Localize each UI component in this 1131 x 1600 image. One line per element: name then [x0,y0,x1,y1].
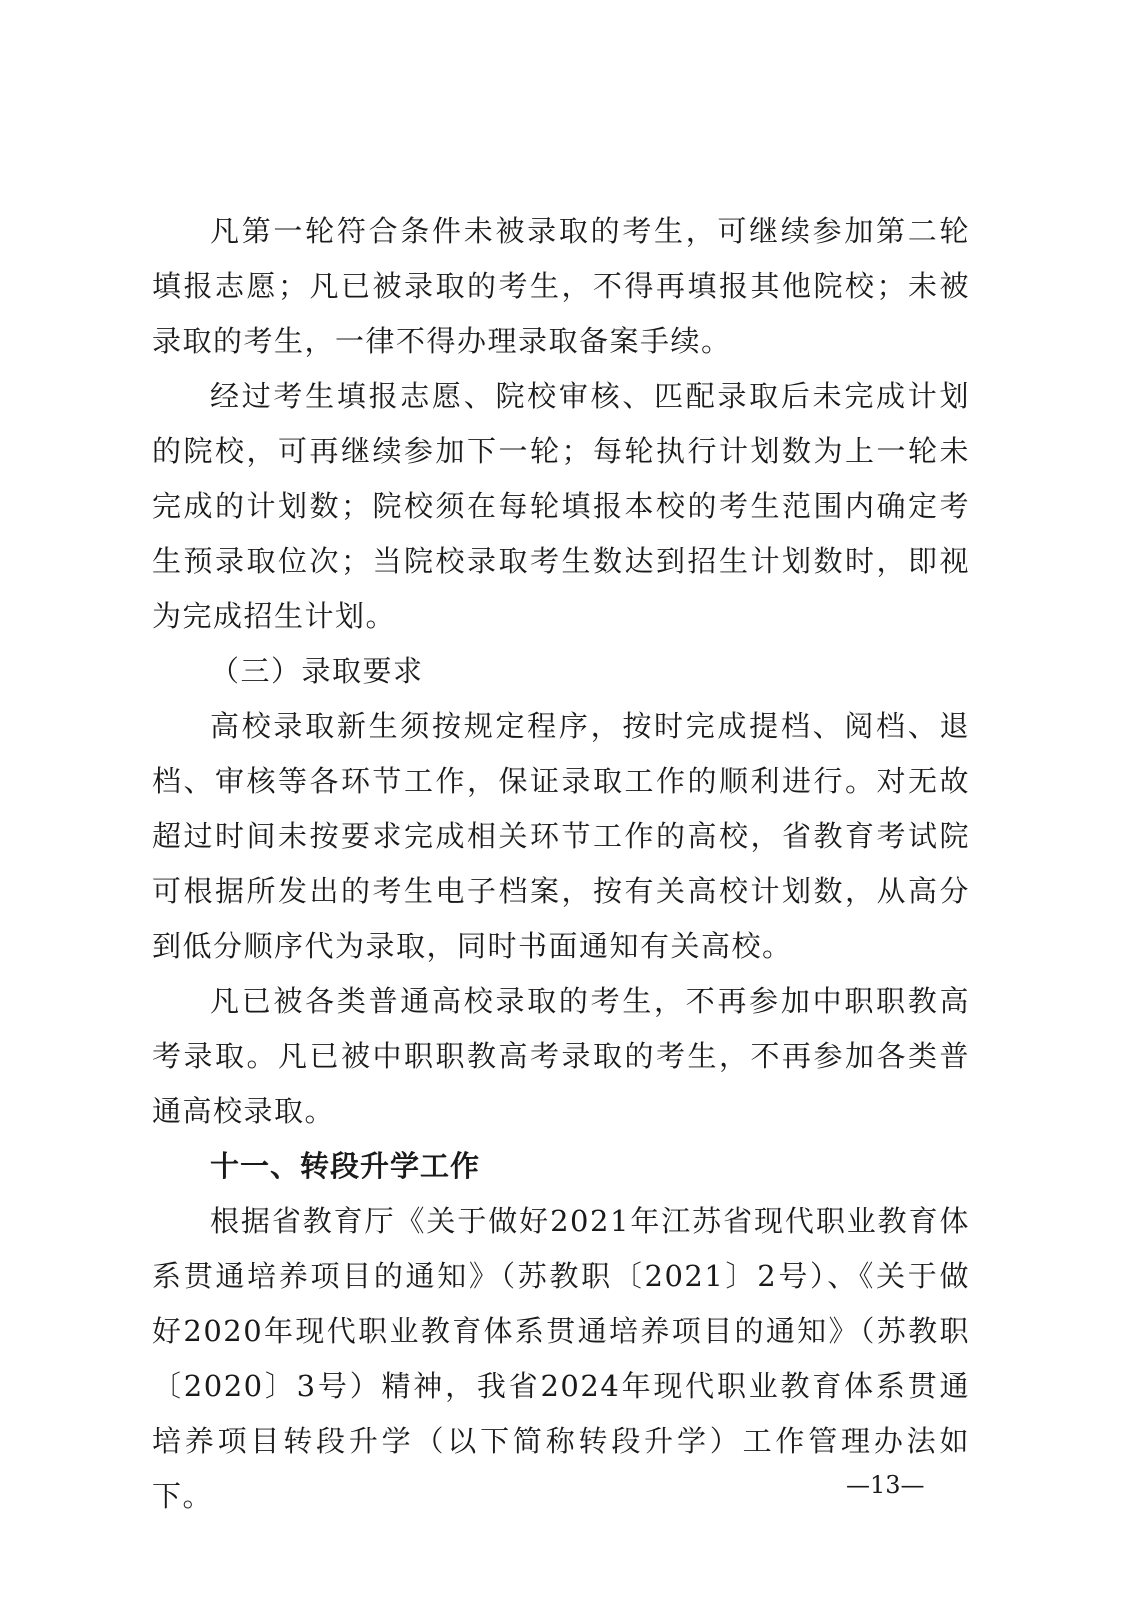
paragraph-transfer-basis: 根据省教育厅《关于做好2021年江苏省现代职业教育体系贯通培养项目的通知》（苏教职〔2021〕2号）、《关于做好2020年现代职业教育体系贯通培养项目的通知》（苏教职〔2020〕3号）精神，我省2024年现代职业教育体系贯通培养项目转段升学（以下简称转段升学）工作管理办法如下。 [152,1204,970,1513]
paragraph-admission-exclusion: 凡已被各类普通高校录取的考生，不再参加中职职教高考录取。凡已被中职职教高考录取的考生，不再参加各类普通高校录取。 [152,984,970,1128]
section-heading-admission-requirements: （三）录取要求 [210,654,424,688]
document-body [152,204,970,1524]
section-heading-transfer-promotion: 十一、转段升学工作 [210,1149,481,1183]
paragraph-next-round: 经过考生填报志愿、院校审核、匹配录取后未完成计划的院校，可再继续参加下一轮；每轮执行计划数为上一轮未完成的计划数；院校须在每轮填报本校的考生范围内确定考生预录取位次；当院校录取考生数达到招生计划数时，即视为完成招生计划。 [152,379,970,633]
paragraph-admission-procedure: 高校录取新生须按规定程序，按时完成提档、阅档、退档、审核等各环节工作，保证录取工作的顺利进行。对无故超过时间未按要求完成相关环节工作的高校，省教育考试院可根据所发出的考生电子档案，按有关高校计划数，从高分到低分顺序代为录取，同时书面通知有关高校。 [152,709,970,963]
paragraph-second-round: 凡第一轮符合条件未被录取的考生，可继续参加第二轮填报志愿；凡已被录取的考生，不得再填报其他院校；未被录取的考生，一律不得办理录取备案手续。 [152,214,970,358]
page-number: —13— [846,1471,925,1499]
